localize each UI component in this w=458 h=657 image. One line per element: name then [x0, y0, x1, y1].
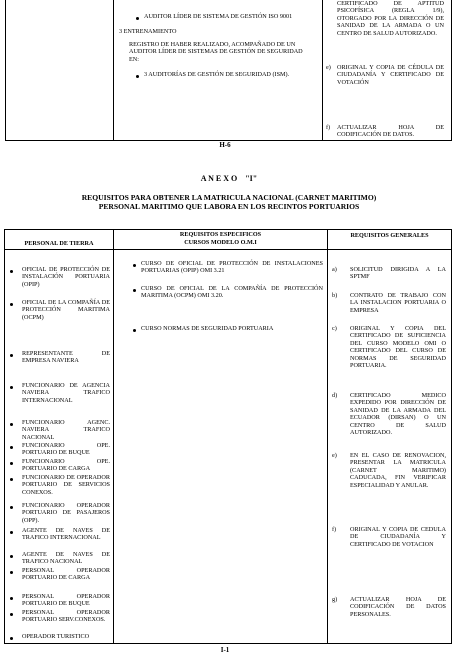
general-item-label: d) — [332, 392, 338, 399]
annex-subtitle-2: PERSONAL MARITIMO QUE LABORA EN LOS RECINTOS PORTUARIOS — [98, 202, 360, 211]
top-right-f: ACTUALIZAR HOJA DE CODIFICACIÓN DE DATOS. — [337, 124, 444, 139]
general-item: CERTIFICADO MEDICO EXPEDIDO POR DIRECCIÓN DE SANIDAD DE LA ARMADA DEL ECUADOR (DIRSAN) O UN CENTRO DE SALUD AUTORIZADO. — [350, 392, 446, 437]
personnel-item: PERSONAL OPERADOR PORTUARIO SERV.CONEXOS. — [22, 609, 110, 624]
bullet-icon — [133, 264, 136, 267]
top-right-f-label: f) — [326, 124, 331, 131]
bullet-icon — [10, 555, 13, 558]
bullet-icon — [10, 637, 13, 640]
bullet-icon — [133, 329, 136, 332]
table-top-border — [4, 229, 452, 230]
table-right-border — [451, 229, 452, 644]
bullet-icon — [10, 597, 13, 600]
general-item-label: c) — [332, 325, 337, 332]
top-left-bullet-2: 3 AUDITORÍAS DE GESTIÓN DE SEGURIDAD (ISM). — [144, 71, 290, 78]
personnel-item: AGENTE DE NAVES DE TRAFICO INTERNACIONAL — [22, 527, 110, 542]
course-item: CURSO DE OFICIAL DE LA COMPAÑÍA DE PROTECCIÓN MARITIMA (OCPM) OMI 3.20. — [141, 285, 323, 300]
bullet-icon — [133, 289, 136, 292]
general-item-label: b) — [332, 292, 338, 299]
bullet-icon — [10, 446, 13, 449]
personnel-item: FUNCIONARIO DE OPERADOR PORTUARIO DE SERVICIOS CONEXOS. — [22, 474, 110, 496]
top-table-col-divider-2 — [322, 0, 323, 141]
top-right-e-label: e) — [326, 64, 331, 71]
table-header-border — [4, 249, 452, 250]
bullet-icon — [10, 386, 13, 389]
personnel-item: FUNCIONARIO OPERADOR PORTUARIO DE PASAJEROS (OPP). — [22, 502, 110, 524]
personnel-item: OPERADOR TURISTICO — [22, 633, 90, 640]
bullet-icon — [10, 613, 13, 616]
table-bottom-border — [4, 643, 452, 644]
col2-header-line1: REQUISITOS ESPECIFICOS — [179, 231, 262, 238]
bullet-icon — [10, 571, 13, 574]
col1-header: PERSONAL DE TIERRA — [24, 240, 94, 247]
personnel-item: FUNCIONARIO DE AGENCIA NAVIERA TRAFICO INTERNACIONAL — [22, 382, 110, 404]
bullet-icon — [10, 531, 13, 534]
general-item: ORIGINAL Y COPIA DE CEDULA DE CIUDADANÍA Y CERTIFICADO DE VOTACION — [350, 526, 446, 548]
col2-header-line2: CURSOS MODELO O.M.I — [184, 239, 257, 246]
bullet-icon — [10, 478, 13, 481]
col3-header: REQUISITOS GENERALES — [350, 232, 429, 239]
annex-subtitle-1: REQUISITOS PARA OBTENER LA MATRICULA NACIONAL (CARNET MARITIMO) — [81, 193, 377, 202]
top-table-right-border — [451, 0, 452, 141]
training-text: REGISTRO DE HABER REALIZADO, ACOMPAÑADO DE UN AUDITOR LÍDER DE SISTEMAS DE GESTIÓN DE SEGURIDAD EN: — [129, 41, 303, 63]
bullet-icon — [10, 303, 13, 306]
bullet-icon — [10, 270, 13, 273]
personnel-item: PERSONAL OPERADOR PORTUARIO DE BUQUE — [22, 593, 110, 608]
personnel-item: FUNCIONARIO OPE. PORTUARIO DE CARGA — [22, 458, 110, 473]
personnel-item: FUNCIONARIO OPE. PORTUARIO DE BUQUE — [22, 442, 110, 457]
personnel-item: AGENTE DE NAVES DE TRAFICO NACIONAL — [22, 551, 110, 566]
top-table-left-border — [5, 0, 6, 141]
top-left-bullet-1: AUDITOR LÍDER DE SISTEMA DE GESTIÓN ISO 9001 — [144, 13, 293, 20]
personnel-item: PERSONAL OPERADOR PORTUARIO DE CARGA — [22, 567, 110, 582]
general-item: ORIGINAL Y COPIA DEL CERTIFICADO DE SUFICIENCIA DEL CURSO MODELO OMI O CERTIFICADO DEL CURSO DE NORMAS DE SEGURIDAD PORTUARIA. — [350, 325, 446, 370]
general-item-label: e) — [332, 452, 337, 459]
table-col-divider-1 — [113, 229, 114, 644]
top-right-cert: CERTIFICADO DE APTITUD PSICOFÍSICA (REGLA 1/9), OTORGADO POR LA DIRECCIÓN DE SANIDAD DE LA ARMADA O UN CENTRO DE SALUD AUTORIZADO. — [337, 0, 444, 37]
personnel-item: FUNCIONARIO AGENC. NAVIERA TRAFICO NACIONAL — [22, 419, 110, 441]
general-item-label: g) — [332, 596, 338, 603]
top-right-e: ORIGINAL Y COPIA DE CÉDULA DE CIUDADANÍA Y CERTIFICADO DE VOTACIÓN — [337, 64, 444, 86]
general-item-label: f) — [332, 526, 337, 533]
bullet-icon — [136, 17, 139, 20]
general-item-label: a) — [332, 266, 337, 273]
bullet-icon — [10, 462, 13, 465]
annex-title: A N E X O "I" — [200, 174, 258, 183]
personnel-item: OFICIAL DE PROTECCIÓN DE INSTALACIÓN PORTUARIA (OPIP) — [22, 266, 110, 288]
bullet-icon — [10, 506, 13, 509]
personnel-item: REPRESENTANTE DE EMPRESA NAVIERA — [22, 350, 110, 365]
general-item: ACTUALIZAR HOJA DE CODIFICACIÓN DE DATOS PERSONALES. — [350, 596, 446, 618]
bullet-icon — [136, 75, 139, 78]
training-heading: 3 ENTRENAMIENTO — [119, 28, 177, 35]
bullet-icon — [10, 354, 13, 357]
general-item: CONTRATO DE TRABAJO CON LA INSTALACION PORTUARIA O EMPRESA — [350, 292, 446, 314]
general-item: SOLICITUD DIRIGIDA A LA SPTMF — [350, 266, 446, 281]
course-item: CURSO DE OFICIAL DE PROTECCIÓN DE INSTALACIONES PORTUARIAS (OPIP) OMI 3.21 — [141, 260, 323, 275]
personnel-item: OFICIAL DE LA COMPAÑÍA DE PROTECCIÓN MARITIMA (OCPM) — [22, 299, 110, 321]
table-col-divider-2 — [327, 229, 328, 644]
table-left-border — [4, 229, 5, 644]
bullet-icon — [10, 423, 13, 426]
page-label-bottom: I-1 — [220, 646, 230, 654]
top-table-col-divider-1 — [113, 0, 114, 141]
general-item: EN EL CASO DE RENOVACION, PRESENTAR LA MATRICULA (CARNET MARITIMO) CADUCADA, FIN VERIFICAR ESPECIALIDAD Y ANULAR. — [350, 452, 446, 489]
page-label-top: H-6 — [219, 141, 231, 149]
course-item: CURSO NORMAS DE SEGURIDAD PORTUARIA — [141, 325, 274, 332]
